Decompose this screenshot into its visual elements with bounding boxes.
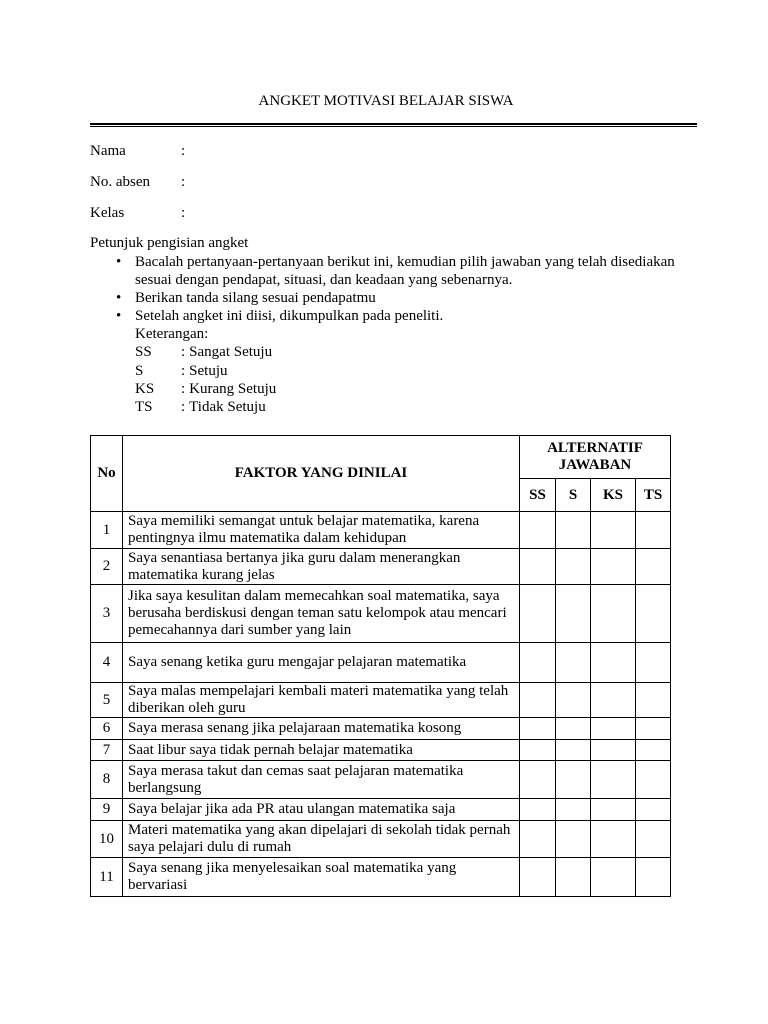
statement-cell [123, 643, 520, 683]
legend-heading: Keterangan: [135, 326, 209, 343]
answer-cell-ts[interactable] [636, 858, 671, 897]
table-row [91, 585, 671, 643]
legend-item [135, 362, 697, 380]
answer-cell-s[interactable] [556, 683, 591, 718]
row-number: 2 [91, 549, 123, 585]
answer-cell-ss[interactable] [520, 718, 556, 740]
field-label: Kelas [90, 205, 125, 221]
field-separator: : [181, 143, 186, 159]
legend-separator: : [181, 362, 186, 379]
statement-text: Materi matematika yang akan dipelajari di sekolah tidak pernah saya pelajari dulu di rumah [128, 822, 511, 855]
row-number: 10 [91, 821, 123, 858]
answer-cell-ts[interactable] [636, 718, 671, 740]
answer-cell-ks[interactable] [591, 821, 636, 858]
answer-cell-ss[interactable] [520, 821, 556, 858]
legend-separator: : [181, 380, 186, 397]
answer-cell-ss[interactable] [520, 643, 556, 683]
statement-cell [123, 740, 520, 761]
header-option-ss: SS [520, 479, 556, 512]
answer-cell-ss[interactable] [520, 512, 556, 549]
statement-cell [123, 585, 520, 643]
table-row [91, 740, 671, 761]
answer-cell-s[interactable] [556, 799, 591, 821]
table-header-row [91, 436, 671, 479]
bullet-icon: • [116, 290, 122, 307]
legend-meaning: Setuju [189, 362, 228, 379]
field-label: No. absen [90, 174, 150, 190]
instruction-text: Berikan tanda silang sesuai pendapatmu [135, 290, 376, 307]
table-row [91, 799, 671, 821]
field-kelas [90, 204, 185, 222]
statement-text: Saya senang jika menyelesaikan soal matematika yang bervariasi [128, 860, 457, 893]
statement-text: Saya merasa senang jika pelajaraan matematika kosong [128, 720, 462, 736]
statement-text: Saya merasa takut dan cemas saat pelajaran matematika berlangsung [128, 762, 464, 796]
legend-item [135, 343, 697, 361]
page-title: ANGKET MOTIVASI BELAJAR SISWA [258, 93, 514, 109]
answer-cell-s[interactable] [556, 821, 591, 858]
statement-cell [123, 761, 520, 799]
statement-cell [123, 799, 520, 821]
legend-separator: : [181, 398, 186, 415]
answer-cell-ks[interactable] [591, 643, 636, 683]
answer-cell-ts[interactable] [636, 821, 671, 858]
answer-cell-ks[interactable] [591, 512, 636, 549]
instruction-item [116, 307, 697, 325]
title-divider [90, 123, 697, 127]
header-option-ts: TS [636, 479, 671, 512]
statement-text: Saya memiliki semangat untuk belajar matematika, karena pentingnya ilmu matematika dalam kehidupan [128, 513, 480, 546]
legend-code: SS [135, 344, 152, 361]
row-number: 3 [91, 585, 123, 643]
legend-code: TS [135, 398, 153, 415]
answer-cell-ks[interactable] [591, 718, 636, 740]
answer-cell-s[interactable] [556, 858, 591, 897]
answer-cell-ss[interactable] [520, 740, 556, 761]
answer-cell-s[interactable] [556, 512, 591, 549]
answer-cell-ss[interactable] [520, 683, 556, 718]
statement-cell [123, 718, 520, 740]
statement-cell [123, 683, 520, 718]
instruction-item [116, 289, 697, 307]
statement-text: Saya senantiasa bertanya jika guru dalam menerangkan matematika kurang jelas [128, 549, 461, 583]
answer-cell-s[interactable] [556, 643, 591, 683]
table-row [91, 761, 671, 799]
field-separator: : [181, 174, 186, 190]
answer-cell-ts[interactable] [636, 683, 671, 718]
answer-cell-ss[interactable] [520, 585, 556, 643]
instructions-block [116, 253, 697, 416]
legend-meaning: Tidak Setuju [189, 398, 266, 415]
instruction-text: Setelah angket ini diisi, dikumpulkan pada peneliti. [135, 308, 444, 325]
table-row [91, 512, 671, 549]
answer-cell-ks[interactable] [591, 740, 636, 761]
instructions-heading: Petunjuk pengisian angket [90, 235, 249, 251]
statement-text: Saat libur saya tidak pernah belajar matematika [128, 741, 413, 758]
row-number: 6 [91, 718, 123, 740]
row-number: 7 [91, 740, 123, 761]
field-separator: : [181, 205, 186, 221]
legend-meaning: Kurang Setuju [189, 380, 277, 397]
header-option-s: S [556, 479, 591, 512]
header-alternatives-label: ALTERNATIF JAWABAN [547, 440, 643, 473]
field-label: Nama [90, 143, 126, 159]
instruction-text: Bacalah pertanyaan-pertanyaan berikut ini, kemudian pilih jawaban yang telah disediakan sesuai dengan pendapat, situasi, dan keadaan yang sebenarnya. [135, 254, 675, 289]
answer-cell-s[interactable] [556, 718, 591, 740]
answer-cell-ks[interactable] [591, 683, 636, 718]
header-factor: FAKTOR YANG DINILAI [123, 436, 520, 512]
answer-cell-ss[interactable] [520, 858, 556, 897]
row-number: 11 [91, 858, 123, 897]
answer-cell-ks[interactable] [591, 549, 636, 585]
table-row [91, 718, 671, 740]
answer-cell-ss[interactable] [520, 549, 556, 585]
header-no: No [91, 436, 123, 512]
statement-cell [123, 549, 520, 585]
answer-cell-ss[interactable] [520, 799, 556, 821]
answer-cell-ks[interactable] [591, 799, 636, 821]
row-number: 9 [91, 799, 123, 821]
answer-cell-ks[interactable] [591, 585, 636, 643]
answer-cell-ts[interactable] [636, 585, 671, 643]
table-row [91, 549, 671, 585]
legend-meaning: Sangat Setuju [189, 344, 273, 361]
field-no-absen [90, 173, 185, 191]
answer-cell-ss[interactable] [520, 761, 556, 799]
legend-item [135, 380, 697, 398]
header-option-ks: KS [591, 479, 636, 512]
statement-cell [123, 821, 520, 858]
answer-cell-ts[interactable] [636, 799, 671, 821]
answer-cell-s[interactable] [556, 585, 591, 643]
answer-cell-ks[interactable] [591, 858, 636, 897]
statement-text: Saya malas mempelajari kembali materi matematika yang telah diberikan oleh guru [128, 683, 509, 716]
answer-cell-ts[interactable] [636, 549, 671, 585]
answer-cell-ts[interactable] [636, 740, 671, 761]
answer-cell-s[interactable] [556, 761, 591, 799]
legend-separator: : [181, 344, 186, 361]
instruction-item [116, 253, 697, 289]
questionnaire-table [90, 435, 671, 897]
answer-cell-s[interactable] [556, 740, 591, 761]
statement-cell [123, 858, 520, 897]
statement-text: Saya senang ketika guru mengajar pelajaran matematika [128, 654, 467, 670]
row-number: 8 [91, 761, 123, 799]
answer-cell-s[interactable] [556, 549, 591, 585]
answer-cell-ts[interactable] [636, 512, 671, 549]
answer-cell-ts[interactable] [636, 761, 671, 799]
field-nama [90, 142, 185, 160]
bullet-icon: • [116, 254, 122, 270]
row-number: 4 [91, 643, 123, 683]
legend-code: KS [135, 380, 155, 397]
bullet-icon: • [116, 308, 122, 325]
answer-cell-ks[interactable] [591, 761, 636, 799]
header-alternatives [520, 436, 671, 479]
statement-text: Jika saya kesulitan dalam memecahkan soal matematika, saya berusaha berdiskusi dengan teman satu kelompok atau mencari pemecahannya dari sumber yang lain [128, 588, 507, 638]
table-row [91, 683, 671, 718]
table-row [91, 858, 671, 897]
legend-code: S [135, 362, 144, 379]
statement-cell [123, 512, 520, 549]
row-number: 5 [91, 683, 123, 718]
row-number: 1 [91, 512, 123, 549]
statement-text: Saya belajar jika ada PR atau ulangan matematika saja [128, 801, 456, 817]
legend-item [135, 398, 697, 416]
table-row [91, 821, 671, 858]
table-row [91, 643, 671, 683]
answer-cell-ts[interactable] [636, 643, 671, 683]
